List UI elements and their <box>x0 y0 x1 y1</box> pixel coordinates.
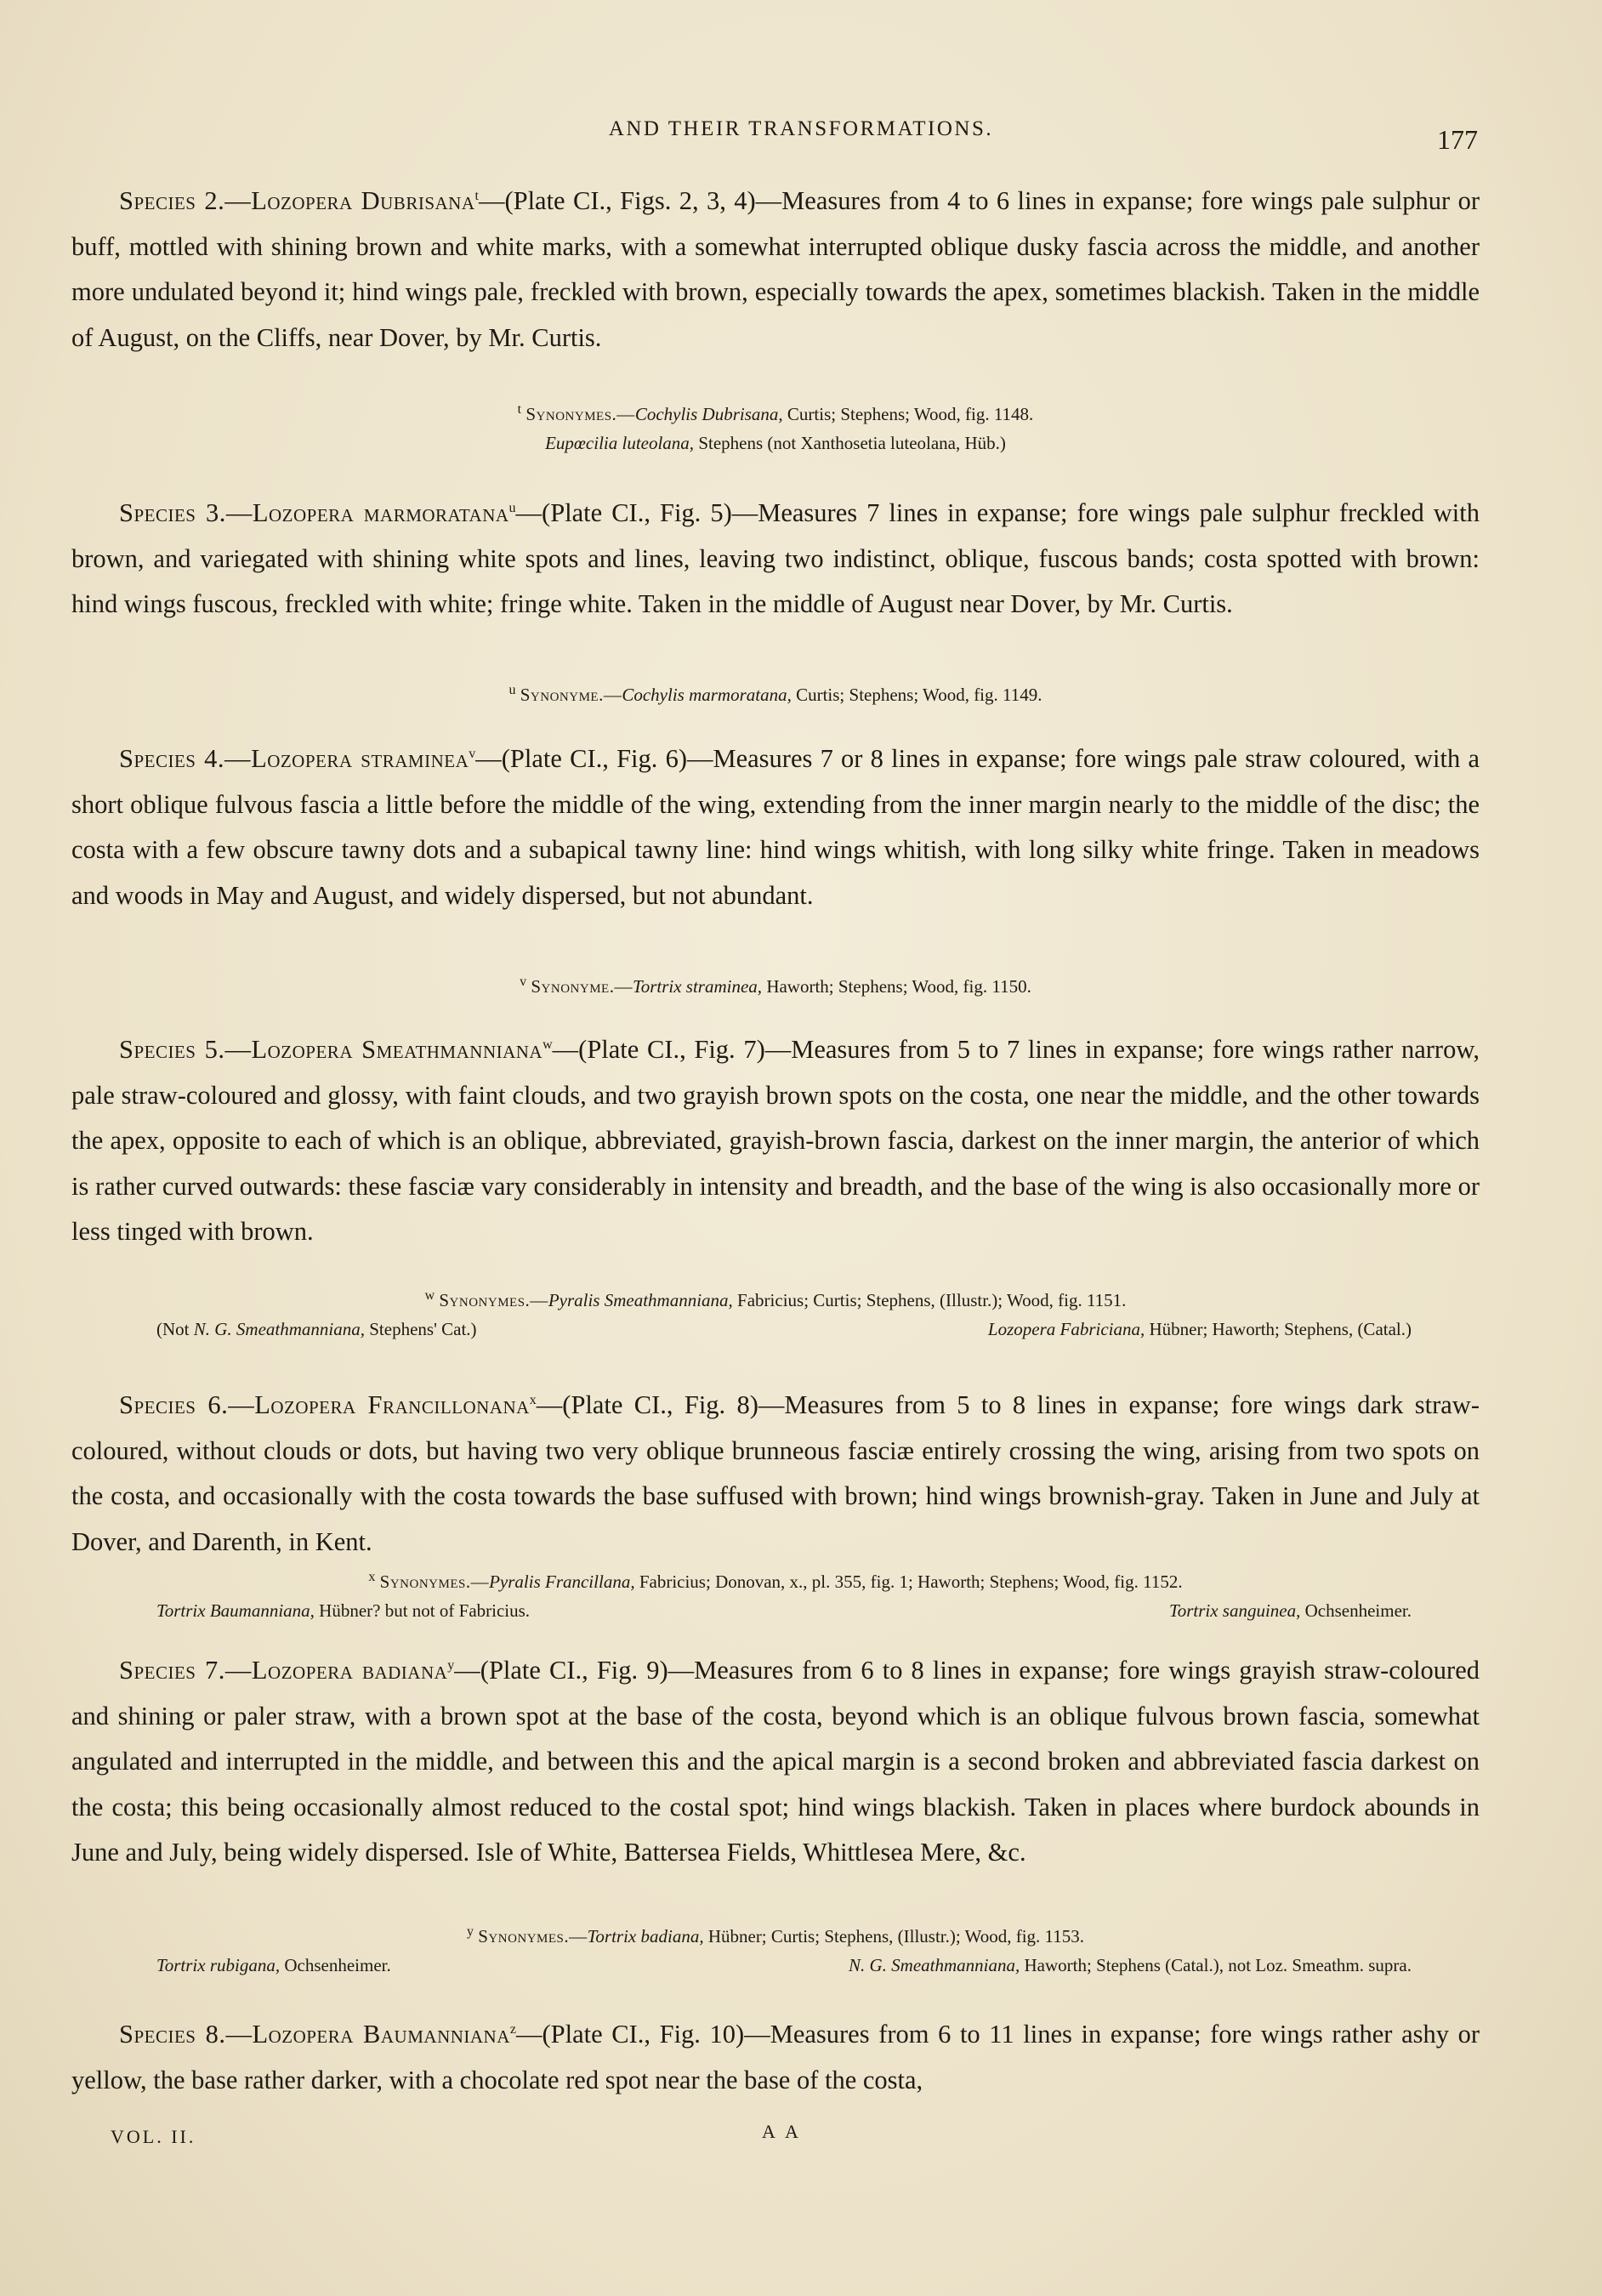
synonym-key: Synonymes.— <box>379 1571 490 1592</box>
synonym-name: Tortrix badiana, <box>587 1926 704 1946</box>
footnote-mark: z <box>509 2021 516 2037</box>
species-description: —(Plate CI., Figs. 2, 3, 4)—Measures from 4 to 6 lines in expanse; fore wings pale sulphur or buff, mottled with shining brown and white marks, with a somewhat interrupted oblique dusky fascia across the middle, and another more undulated beyond it; hind wings pale, freckled with brown, especially towards the apex, sometimes blackish. Taken in the middle of August, on the Cliffs, near Dover, by Mr. Curtis. <box>71 186 1480 352</box>
synonym-key: Synonyme.— <box>531 976 633 997</box>
synonym-name: Lozopera Fabriciana, <box>987 1319 1145 1339</box>
synonym-name: N. G. Smeathmanniana, <box>849 1955 1020 1975</box>
footnote-mark: v <box>520 975 527 989</box>
species-name: Lozopera badiana <box>251 1656 448 1685</box>
synonym-authority: Hübner? but not of Fabricius. <box>314 1600 531 1621</box>
running-head: AND THEIR TRANSFORMATIONS. <box>608 117 994 140</box>
synonym-name: Tortrix sanguinea, <box>1168 1600 1301 1621</box>
synonymy-note <box>71 1922 1480 1980</box>
footnote-mark: w <box>543 1037 553 1052</box>
footnote-mark: y <box>466 1924 474 1939</box>
species-name: Lozopera marmoratana <box>252 498 509 527</box>
species-label: Species 8.— <box>119 2020 253 2049</box>
synonym-authority: Curtis; Stephens; Wood, fig. 1148. <box>782 404 1034 424</box>
synonym-name: Pyralis Francillana, <box>489 1571 635 1592</box>
synonym-authority: Hübner; Curtis; Stephens, (Illustr.); Wood, fig. 1153. <box>703 1926 1085 1946</box>
species-entry <box>71 1383 1480 1565</box>
synonym-authority: Fabricius; Curtis; Stephens, (Illustr.); Wood, fig. 1151. <box>732 1290 1127 1310</box>
synonymy-note <box>71 400 1480 457</box>
footnote-mark: u <box>508 683 516 697</box>
synonym-authority: Haworth; Stephens (Catal.), not Loz. Smeathm. supra. <box>1020 1955 1412 1975</box>
species-entry <box>71 179 1480 361</box>
synonym-name: Eupœcilia luteolana, <box>545 433 695 453</box>
footnote-mark: x <box>529 1392 537 1407</box>
species-label: Species 7.— <box>119 1656 252 1685</box>
synonymy-note <box>71 1567 1480 1625</box>
footnote-mark: v <box>469 746 476 761</box>
species-label: Species 6.— <box>119 1390 255 1419</box>
synonymy-note <box>71 1286 1480 1344</box>
footnote-mark: t <box>474 188 479 203</box>
synonym-key: Synonymes.— <box>439 1290 548 1310</box>
synonym-authority: Hübner; Haworth; Stephens, (Catal.) <box>1145 1319 1412 1339</box>
species-label: Species 2.— <box>119 186 252 215</box>
volume-label: VOL. II. <box>111 2126 196 2147</box>
species-description: —(Plate CI., Fig. 8)—Measures from 5 to 8 lines in expanse; fore wings dark straw-coloured, without clouds or dots, but having two very oblique brunneous fasciæ entirely crossing the wing, arising from two spots on the costa, and occasionally with the costa towards the base suffused with brown; hind wings brownish-gray. Taken in June and July at Dover, and Darenth, in Kent. <box>71 1390 1480 1556</box>
footnote-mark: w <box>424 1288 435 1303</box>
species-name: Lozopera Baumanniana <box>252 2020 510 2049</box>
synonym-authority: Fabricius; Donovan, x., pl. 355, fig. 1; Haworth; Stephens; Wood, fig. 1152. <box>634 1571 1183 1592</box>
species-entry <box>71 2012 1480 2103</box>
synonym-name: Tortrix straminea, <box>632 976 763 997</box>
synonym-key: Synonymes.— <box>478 1926 588 1946</box>
species-description: —(Plate CI., Fig. 10)—Measures from 6 to 11 lines in expanse; fore wings rather ashy or yellow, the base rather darker, with a chocolate red spot near the base of the costa, <box>71 2020 1480 2094</box>
synonym-authority: Curtis; Stephens; Wood, fig. 1149. <box>791 685 1042 705</box>
species-name: Lozopera Francillonana <box>254 1390 530 1419</box>
synonym-name: N. G. Smeathmanniana, <box>193 1319 365 1339</box>
synonym-authority: Stephens' Cat.) <box>365 1319 477 1339</box>
species-name: Lozopera straminea <box>251 744 469 773</box>
synonym-name: Tortrix Baumanniana, <box>156 1600 315 1621</box>
species-name: Lozopera Smeathmanniana <box>251 1035 543 1064</box>
species-description: —(Plate CI., Fig. 9)—Measures from 6 to 8 lines in expanse; fore wings grayish straw-coloured and shining or paler straw, with a brown spot at the base of the costa, beyond which is an oblique fulvous brown fascia, somewhat angulated and interrupted in the middle, and between this and the apical margin is a second broken and abbreviated fascia darkest on the costa; this being occasionally almost reduced to the costal spot; hind wings blackish. Taken in places where burdock abounds in June and July, being widely dispersed. Isle of White, Battersea Fields, Whittlesea Mere, &c. <box>71 1656 1480 1867</box>
species-label: Species 5.— <box>119 1035 252 1064</box>
synonym-authority: (Not <box>156 1319 194 1339</box>
synonymy-note <box>71 680 1480 709</box>
species-entry <box>71 736 1480 918</box>
synonym-authority: Ochsenheimer. <box>1300 1600 1412 1621</box>
page-number: 177 <box>1437 124 1478 155</box>
species-description: —(Plate CI., Fig. 5)—Measures 7 lines in expanse; fore wings pale sulphur freckled with brown, and variegated with shining white spots and lines, leaving two indistinct, oblique, fuscous bands; costa spotted with brown: hind wings fuscous, freckled with white; fringe white. Taken in the middle of August near Dover, by Mr. Curtis. <box>71 498 1480 618</box>
species-label: Species 4.— <box>119 744 252 773</box>
synonym-authority: Stephens (not Xanthosetia luteolana, Hüb.) <box>694 433 1006 453</box>
signature-mark: A A <box>762 2121 802 2142</box>
synonym-authority: Ochsenheimer. <box>280 1955 391 1975</box>
synonym-authority: Haworth; Stephens; Wood, fig. 1150. <box>762 976 1031 997</box>
synonym-name: Tortrix rubigana, <box>156 1955 281 1975</box>
synonym-name: Cochylis Dubrisana, <box>634 404 783 424</box>
species-entry <box>71 1027 1480 1255</box>
species-name: Lozopera Dubrisana <box>251 186 475 215</box>
synonym-name: Pyralis Smeathmanniana, <box>548 1290 733 1310</box>
footnote-mark: x <box>368 1570 376 1584</box>
species-entry <box>71 1648 1480 1876</box>
species-description: —(Plate CI., Fig. 7)—Measures from 5 to 7 lines in expanse; fore wings rather narrow, pale straw-coloured and glossy, with faint clouds, and two grayish brown spots on the costa, one near the middle, and the other towards the apex, opposite to each of which is an oblique, abbreviated, grayish-brown fascia, darkest on the inner margin, the anterior of which is rather curved outwards: these fasciæ vary considerably in intensity and breadth, and the base of the wing is also occasionally more or less tinged with brown. <box>71 1035 1480 1246</box>
synonymy-note <box>71 972 1480 1001</box>
synonym-key: Synonymes.— <box>525 404 635 424</box>
synonym-key: Synonyme.— <box>520 685 622 705</box>
species-label: Species 3.— <box>119 498 253 527</box>
species-description: —(Plate CI., Fig. 6)—Measures 7 or 8 lines in expanse; fore wings pale straw coloured, with a short oblique fulvous fascia a little before the middle of the wing, extending from the inner margin nearly to the middle of the disc; the costa with a few obscure tawny dots and a subapical tawny line: hind wings whitish, with long silky white fringe. Taken in meadows and woods in May and August, and widely dispersed, but not abundant. <box>71 744 1480 910</box>
footnote-mark: u <box>508 500 516 515</box>
footnote-mark: y <box>447 1657 455 1673</box>
synonym-name: Cochylis marmoratana, <box>622 685 792 705</box>
footnote-mark: t <box>517 402 522 417</box>
species-entry <box>71 491 1480 628</box>
